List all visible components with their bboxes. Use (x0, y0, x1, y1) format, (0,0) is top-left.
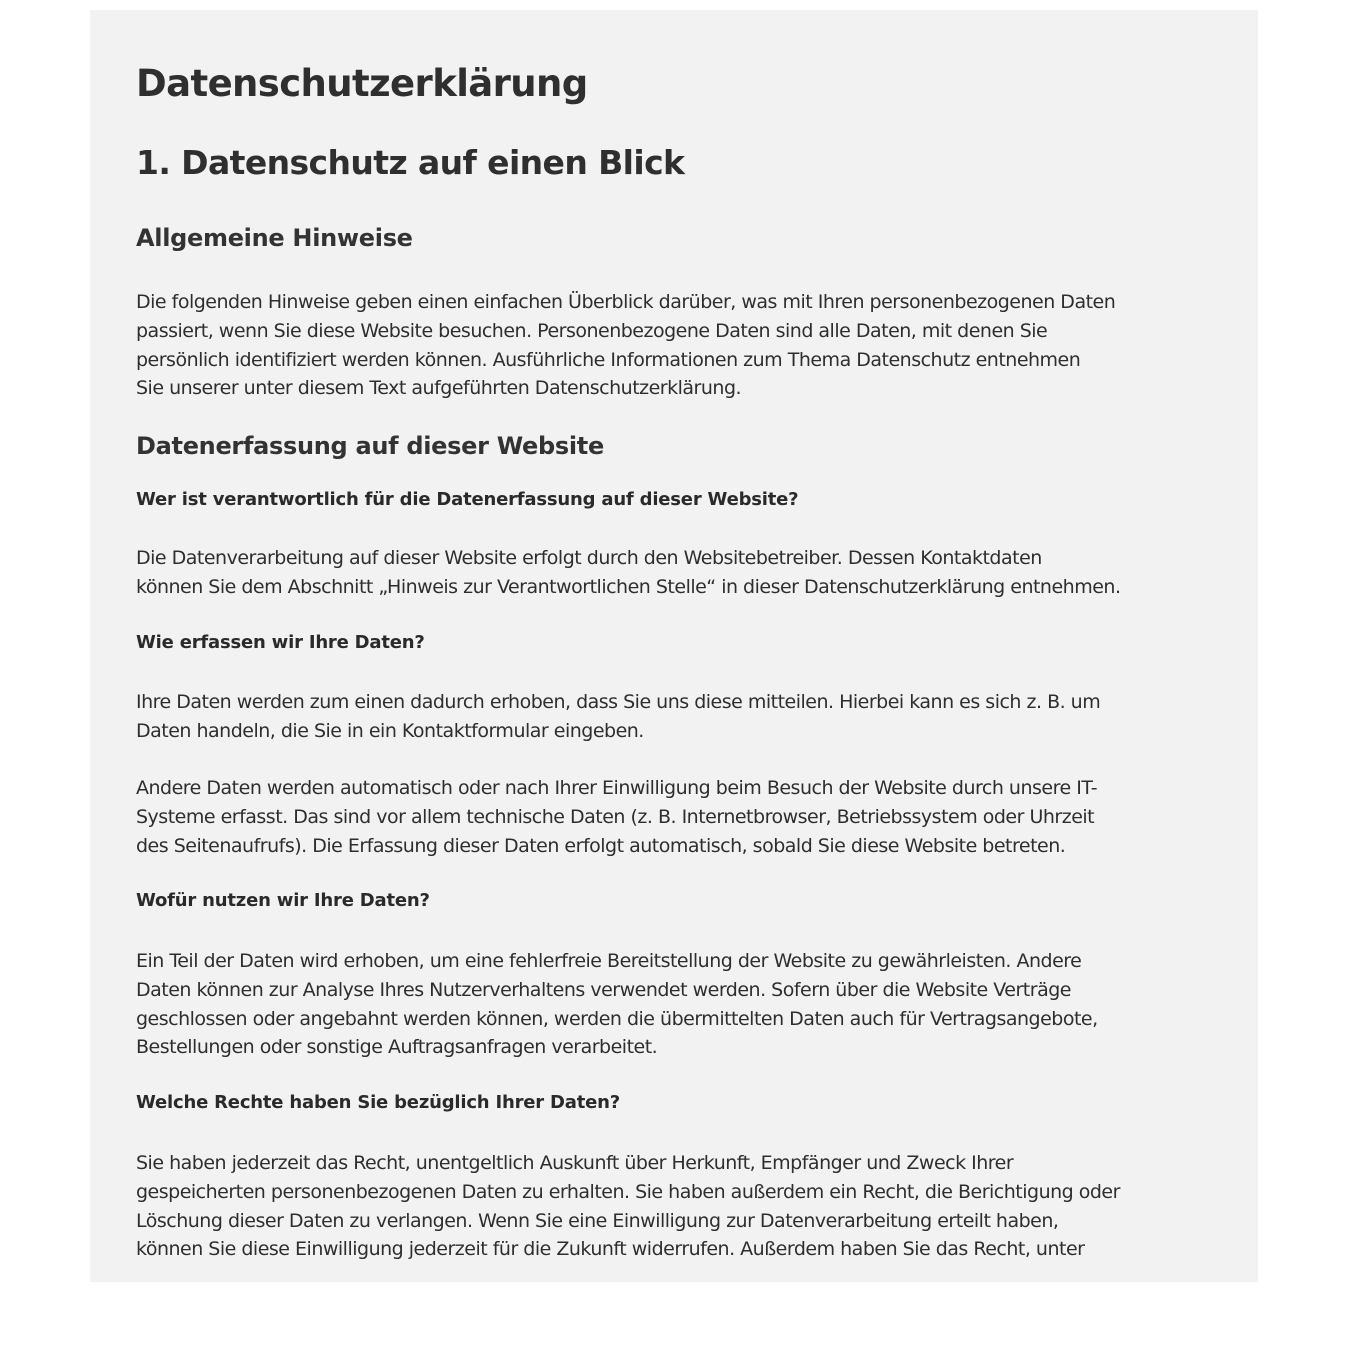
paragraph-line: Löschung dieser Daten zu verlangen. Wenn Sie eine Einwilligung zur Datenverarbeitung erteilt haben, (136, 1209, 1059, 1232)
paragraph-line: des Seitenaufrufs). Die Erfassung dieser Daten erfolgt automatisch, sobald Sie diese Website betreten. (136, 834, 1066, 857)
paragraph-line: Daten können zur Analyse Ihres Nutzerverhaltens verwendet werden. Sofern über die Website Verträge (136, 978, 1071, 1001)
paragraph-line: Sie haben jederzeit das Recht, unentgeltlich Auskunft über Herkunft, Empfänger und Zweck Ihrer (136, 1152, 1014, 1174)
subheading-datenerfassung: Datenerfassung auf dieser Website (136, 432, 604, 460)
subheading-allgemeine-hinweise: Allgemeine Hinweise (136, 224, 413, 252)
section-heading-datenschutz-auf-einen-blick: 1. Datenschutz auf einen Blick (136, 143, 685, 182)
paragraph-wie-erfassen-b (136, 774, 1231, 860)
document-title: Datenschutzerklärung (136, 62, 588, 105)
paragraph-allgemeine-hinweise (136, 288, 1231, 403)
paragraph-wofuer-nutzen (136, 947, 1231, 1062)
question-welche-rechte: Welche Rechte haben Sie bezüglich Ihrer Daten? (136, 1092, 620, 1113)
paragraph-line: Andere Daten werden automatisch oder nach Ihrer Einwilligung beim Besuch der Website durch unsere IT- (136, 777, 1098, 799)
question-wofuer-nutzen: Wofür nutzen wir Ihre Daten? (136, 890, 430, 911)
paragraph-welche-rechte (136, 1149, 1231, 1264)
paragraph-line: persönlich identifiziert werden können. Ausführliche Informationen zum Thema Datenschutz entnehmen (136, 348, 1081, 371)
paragraph-line: Bestellungen oder sonstige Auftragsanfragen verarbeitet. (136, 1036, 658, 1059)
paragraph-line: Sie unserer unter diesem Text aufgeführten Datenschutzerklärung. (136, 377, 742, 400)
paragraph-wie-erfassen-a (136, 688, 1231, 746)
question-verantwortlich: Wer ist verantwortlich für die Datenerfassung auf dieser Website? (136, 489, 799, 510)
paragraph-verantwortlich (136, 544, 1231, 602)
document-page (90, 10, 1258, 1282)
paragraph-line: können Sie dem Abschnitt „Hinweis zur Verantwortlichen Stelle“ in dieser Datenschutzerklärung entnehmen. (136, 575, 1121, 598)
paragraph-line: Systeme erfasst. Das sind vor allem technische Daten (z. B. Internetbrowser, Betriebssystem oder Uhrzeit (136, 805, 1095, 828)
paragraph-line: Daten handeln, die Sie in ein Kontaktformular eingeben. (136, 719, 644, 742)
question-wie-erfassen: Wie erfassen wir Ihre Daten? (136, 632, 425, 653)
paragraph-line: passiert, wenn Sie diese Website besuchen. Personenbezogene Daten sind alle Daten, mit denen Sie (136, 319, 1048, 342)
paragraph-line: Die Datenverarbeitung auf dieser Website erfolgt durch den Websitebetreiber. Dessen Kontaktdaten (136, 547, 1042, 569)
paragraph-line: geschlossen oder angebahnt werden können, werden die übermittelten Daten auch für Vertragsangebote, (136, 1007, 1098, 1030)
paragraph-line: gespeicherten personenbezogenen Daten zu erhalten. Sie haben außerdem ein Recht, die Berichtigung oder (136, 1180, 1120, 1203)
paragraph-line: Ein Teil der Daten wird erhoben, um eine fehlerfreie Bereitstellung der Website zu gewährleisten. Andere (136, 950, 1082, 972)
paragraph-line: können Sie diese Einwilligung jederzeit für die Zukunft widerrufen. Außerdem haben Sie das Recht, unter (136, 1238, 1085, 1261)
paragraph-line: Ihre Daten werden zum einen dadurch erhoben, dass Sie uns diese mitteilen. Hierbei kann es sich z. B. um (136, 691, 1101, 713)
paragraph-line: Die folgenden Hinweise geben einen einfachen Überblick darüber, was mit Ihren personenbezogenen Daten (136, 291, 1116, 313)
